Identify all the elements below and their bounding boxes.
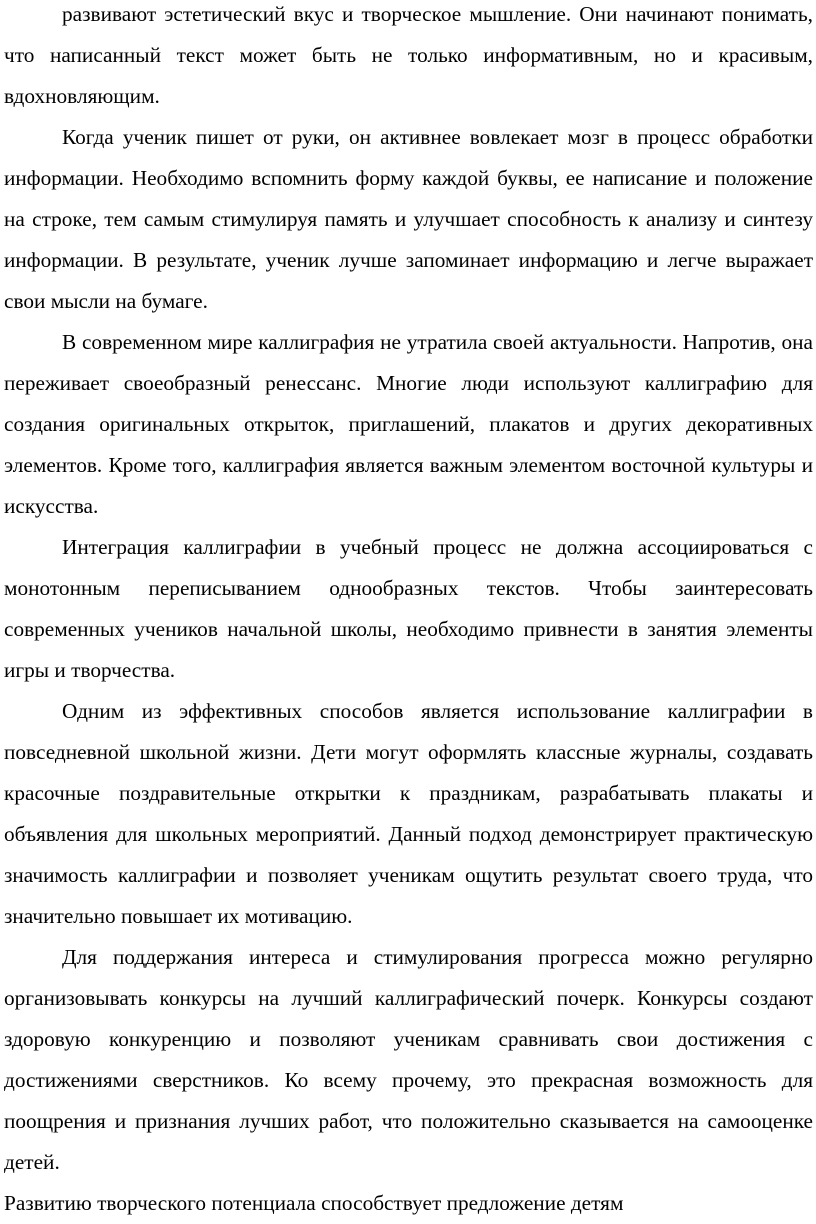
paragraph-continued: развивают эстетический вкус и творческое мышление. Они начинают понимать, что написанный текст может быть не только информативным, но и красивым, вдохновляющим. [4,2,813,108]
paragraph-everyday-use: Одним из эффективных способов является использование каллиграфии в повседневной школьной жизни. Дети могут оформлять классные журналы, создавать красочные поздравительные открытки к праздникам, разрабатывать плакаты и объявления для школьных мероприятий. Данный подход демонстрирует практическую значимость каллиграфии и позволяет ученикам ощутить результат своего труда, что значительно повышает их мотивацию. [4,699,813,928]
paragraph-modern-calligraphy: В современном мире каллиграфия не утратила своей актуальности. Напротив, она переживает своеобразный ренессанс. Многие люди используют каллиграфию для создания оригинальных открыток, приглашений, плакатов и других декоративных элементов. Кроме того, каллиграфия является важным элементом восточной культуры и искусства. [4,330,813,518]
paragraph-trailing: Развитию творческого потенциала способствует предложение детям [4,1191,624,1215]
paragraph-contests: Для поддержания интереса и стимулирования прогресса можно регулярно организовывать конкурсы на лучший каллиграфический почерк. Конкурсы создают здоровую конкуренцию и позволяют ученикам сравнивать свои достижения с достижениями сверстников. Ко всему прочему, это прекрасная возможность для поощрения и признания лучших работ, что положительно сказывается на самооценке детей. [4,945,813,1174]
paragraph-handwriting-brain: Когда ученик пишет от руки, он активнее вовлекает мозг в процесс обработки информации. Необходимо вспомнить форму каждой буквы, ее написание и положение на строке, тем самым стимулируя память и улучшает способность к анализу и синтезу информации. В результате, ученик лучше запоминает информацию и легче выражает свои мысли на бумаге. [4,125,813,313]
paragraph-integration: Интеграция каллиграфии в учебный процесс не должна ассоциироваться с монотонным переписыванием однообразных текстов. Чтобы заинтересовать современных учеников начальной школы, необходимо привнести в занятия элементы игры и творчества. [4,535,813,682]
